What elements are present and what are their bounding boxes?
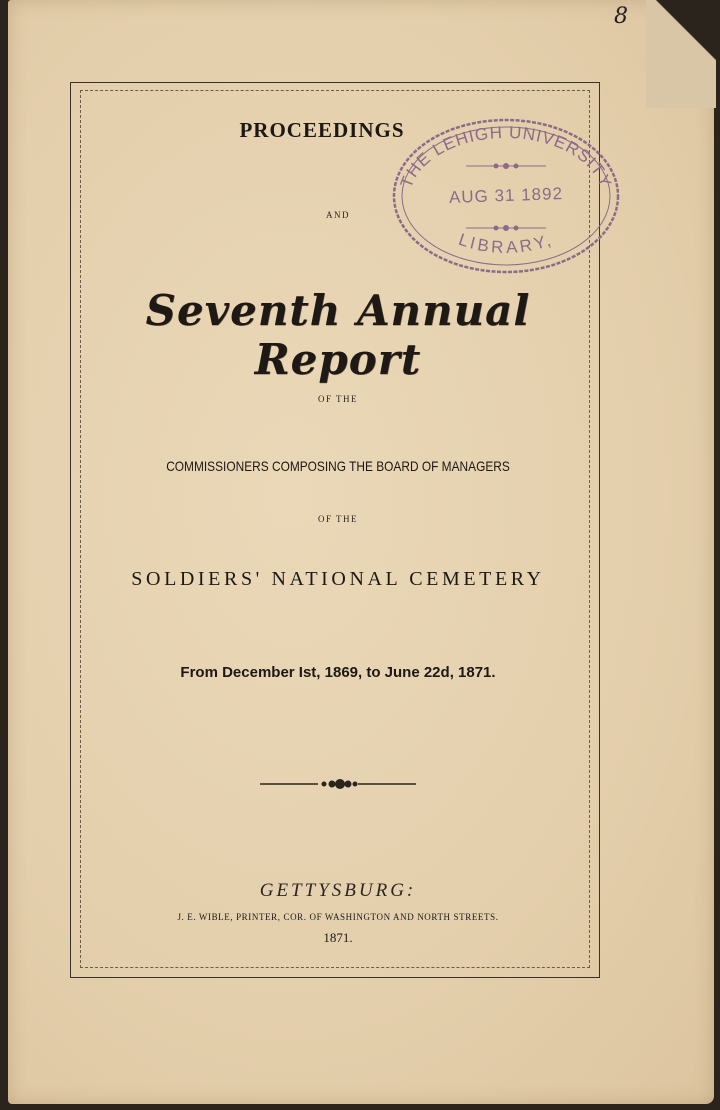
date-range: From December Ist, 1869, to June 22d, 1871. — [180, 664, 496, 681]
main-title: Seventh Annual Report — [145, 286, 531, 384]
ornament-divider-icon — [258, 776, 418, 792]
publication-year: 1871. — [323, 930, 353, 945]
stamp-date: AUG 31 1892 — [448, 184, 564, 207]
stamp-bottom-text: LIBRARY, — [456, 229, 556, 258]
svg-text:THE LEHIGH UNIVERSITY — [397, 123, 616, 191]
folded-corner — [646, 0, 716, 108]
commissioners-line: COMMISSIONERS COMPOSING THE BOARD OF MANAGERS — [166, 458, 510, 474]
of-the-text-1: OF THE — [317, 394, 359, 404]
stamp-top-text: THE LEHIGH UNIVERSITY — [396, 122, 616, 191]
of-the-text-2: OF THE — [317, 514, 359, 524]
printer-line: J. E. WIBLE, PRINTER, COR. OF WASHINGTON AND NORTH STREETS. — [177, 912, 499, 922]
cemetery-title: SOLDIERS' NATIONAL CEMETERY — [131, 568, 545, 590]
page-number-mark: 8 — [614, 4, 628, 29]
and-text: AND — [326, 210, 350, 220]
place-name: GETTYSBURG: — [259, 880, 417, 901]
svg-text:LIBRARY, — [456, 230, 556, 257]
title-proceedings: PROCEEDINGS — [239, 118, 405, 142]
